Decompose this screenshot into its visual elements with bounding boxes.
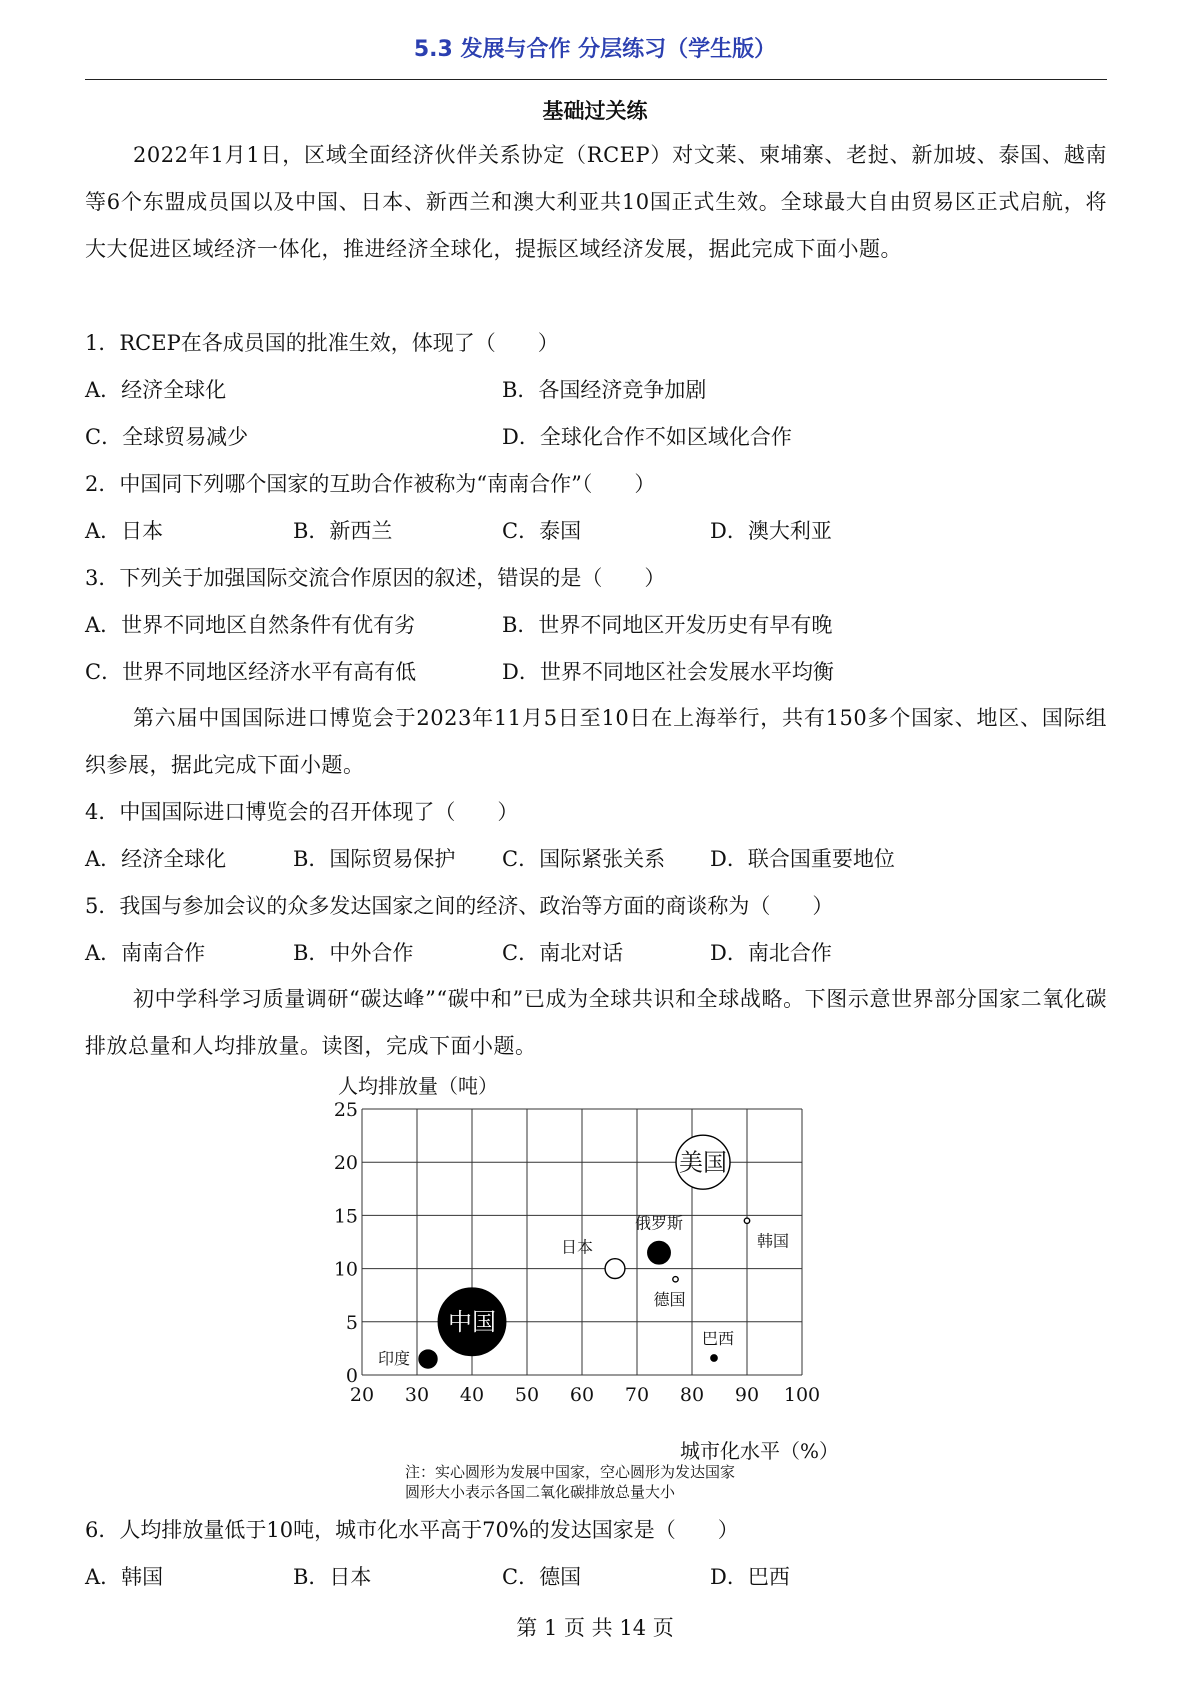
question-1-option-c[interactable]: C．全球贸易减少 — [85, 425, 249, 449]
bubble-巴西 — [711, 1355, 717, 1361]
x-tick-label: 60 — [569, 1384, 595, 1406]
question-6-option-b[interactable]: B．日本 — [293, 1565, 372, 1589]
bubble-日本 — [605, 1259, 625, 1279]
x-tick-label: 30 — [404, 1384, 430, 1406]
bubble-label-巴西: 巴西 — [701, 1328, 735, 1348]
chart-note-1: 注：实心圆形为发展中国家，空心圆形为发达国家 — [405, 1463, 736, 1481]
material-paragraph-rcep: 2022年1月1日，区域全面经济伙伴关系协定（RCEP）对文莱、柬埔寨、老挝、新加坡、泰国、越南等6个东盟成员国以及中国、日本、新西兰和澳大利亚共10国正式生效。全球最大自由贸易区正式启航，将大大促进区域经济一体化，推进经济全球化，提振区域经济发展，据此完成下面小题。 — [85, 143, 1107, 261]
emission-bubble-chart — [330, 1065, 870, 1495]
y-tick-label: 5 — [345, 1311, 358, 1334]
header-divider — [85, 79, 1107, 80]
question-3-option-c[interactable]: C．世界不同地区经济水平有高有低 — [85, 660, 417, 684]
question-6-option-d[interactable]: D．巴西 — [710, 1565, 790, 1589]
x-tick-label: 70 — [624, 1384, 650, 1406]
question-3-option-b[interactable]: B．世界不同地区开发历史有早有晚 — [502, 613, 833, 637]
question-1-option-a[interactable]: A．经济全球化 — [85, 378, 227, 402]
question-3-option-a[interactable]: A．世界不同地区自然条件有优有劣 — [85, 613, 416, 637]
question-2-option-c[interactable]: C．泰国 — [502, 519, 582, 543]
question-5-option-a[interactable]: A．南南合作 — [85, 941, 206, 965]
section-title: 基础过关练 — [542, 99, 648, 123]
question-5-option-b[interactable]: B．中外合作 — [293, 941, 414, 965]
question-2-option-b[interactable]: B．新西兰 — [293, 519, 393, 543]
x-axis-label: 城市化水平（%） — [680, 1439, 840, 1463]
question-4-option-b[interactable]: B．国际贸易保护 — [293, 847, 456, 871]
x-tick-label: 100 — [783, 1384, 821, 1406]
y-tick-label: 25 — [333, 1099, 358, 1121]
y-tick-label: 15 — [333, 1205, 358, 1228]
question-6-stem: 6．人均排放量低于10吨，城市化水平高于70%的发达国家是（ ） — [85, 1518, 739, 1542]
x-tick-label: 90 — [734, 1384, 760, 1406]
x-tick-label: 20 — [349, 1384, 375, 1406]
question-5-option-d[interactable]: D．南北合作 — [710, 941, 832, 965]
y-tick-label: 10 — [333, 1258, 358, 1281]
question-2-option-d[interactable]: D．澳大利亚 — [710, 519, 832, 543]
bubble-label-德国: 德国 — [653, 1290, 686, 1310]
question-4-stem: 4．中国国际进口博览会的召开体现了（ ） — [85, 800, 519, 824]
question-3-option-d[interactable]: D．世界不同地区社会发展水平均衡 — [502, 660, 834, 684]
bubble-label-美国: 美国 — [679, 1148, 727, 1177]
bubble-label-印度: 印度 — [377, 1349, 410, 1369]
x-tick-label: 40 — [459, 1384, 485, 1406]
x-tick-label: 50 — [514, 1384, 540, 1406]
chart-note-2: 圆形大小表示各国二氧化碳排放总量大小 — [405, 1483, 676, 1501]
bubble-韩国 — [744, 1218, 749, 1223]
chart-svg — [330, 1065, 870, 1495]
bubble-德国 — [673, 1277, 678, 1282]
question-1-stem: 1．RCEP在各成员国的批准生效，体现了（ ） — [85, 331, 559, 355]
question-6-option-c[interactable]: C．德国 — [502, 1565, 582, 1589]
question-1-option-b[interactable]: B．各国经济竞争加剧 — [502, 378, 707, 402]
question-4-option-d[interactable]: D．联合国重要地位 — [710, 847, 895, 871]
bubble-俄罗斯 — [648, 1241, 671, 1264]
y-tick-label: 0 — [345, 1365, 358, 1387]
page-footer: 第 1 页 共 14 页 — [516, 1616, 674, 1640]
material-paragraph-carbon: 初中学科学习质量调研“碳达峰”“碳中和”已成为全球共识和全球战略。下图示意世界部分国家二氧化碳排放总量和人均排放量。读图，完成下面小题。 — [85, 987, 1107, 1058]
question-1-option-d[interactable]: D．全球化合作不如区域化合作 — [502, 425, 792, 449]
x-tick-label: 80 — [679, 1384, 705, 1406]
bubble-label-中国: 中国 — [448, 1308, 496, 1337]
question-4-option-c[interactable]: C．国际紧张关系 — [502, 847, 666, 871]
y-axis-label: 人均排放量（吨） — [338, 1074, 498, 1098]
question-5-option-c[interactable]: C．南北对话 — [502, 941, 624, 965]
bubble-label-日本: 日本 — [560, 1237, 593, 1257]
question-3-stem: 3．下列关于加强国际交流合作原因的叙述，错误的是（ ） — [85, 566, 666, 590]
question-4-option-a[interactable]: A．经济全球化 — [85, 847, 227, 871]
y-tick-label: 20 — [333, 1152, 358, 1175]
material-paragraph-expo: 第六届中国国际进口博览会于2023年11月5日至10日在上海举行，共有150多个国家、地区、国际组织参展，据此完成下面小题。 — [85, 706, 1107, 777]
question-2-stem: 2．中国同下列哪个国家的互助合作被称为“南南合作”（ ） — [85, 472, 656, 496]
question-6-option-a[interactable]: A．韩国 — [85, 1565, 164, 1589]
question-2-option-a[interactable]: A．日本 — [85, 519, 164, 543]
bubble-label-韩国: 韩国 — [757, 1231, 790, 1251]
question-5-stem: 5．我国与参加会议的众多发达国家之间的经济、政治等方面的商谈称为（ ） — [85, 894, 834, 918]
chart-points — [378, 1135, 789, 1368]
bubble-label-俄罗斯: 俄罗斯 — [634, 1213, 684, 1233]
bubble-印度 — [419, 1350, 437, 1368]
page-title: 5.3 发展与合作 分层练习（学生版） — [413, 37, 777, 62]
